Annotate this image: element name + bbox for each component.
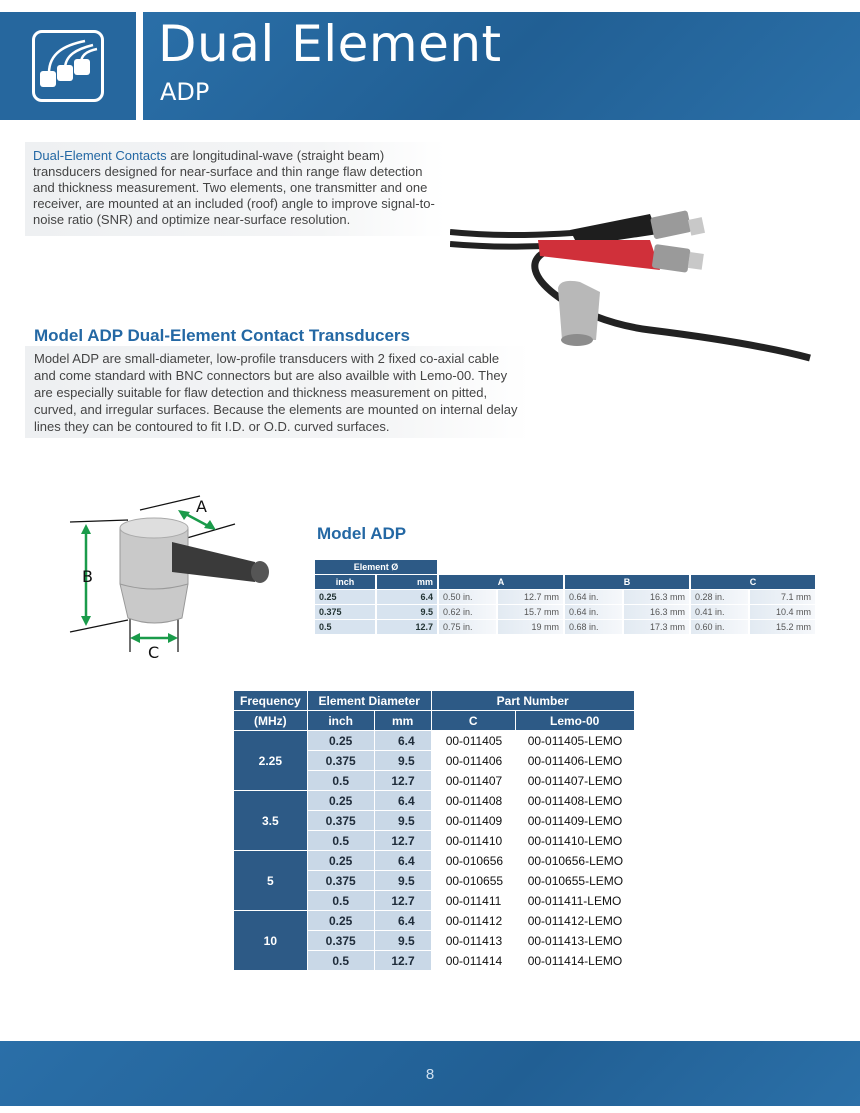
inch-cell: 0.5 — [308, 831, 374, 850]
inch-cell: 0.5 — [308, 951, 374, 970]
inch-cell: 0.375 — [308, 811, 374, 830]
intro-lead: Dual-Element Contacts — [33, 148, 167, 163]
mm-cell: 6.4 — [375, 791, 431, 810]
part-lemo-cell: 00-011412-LEMO — [516, 911, 634, 930]
cell-c-mm: 10.4 mm — [750, 605, 815, 619]
part-number-header: Part Number — [432, 691, 634, 710]
cell-a-in: 0.50 in. — [439, 590, 496, 604]
mm-cell: 12.7 — [375, 951, 431, 970]
part-lemo-cell: 00-011410-LEMO — [516, 831, 634, 850]
inch-cell: 0.25 — [308, 851, 374, 870]
inch-cell: 0.375 — [308, 751, 374, 770]
cell-c-mm: 7.1 mm — [750, 590, 815, 604]
part-lemo-cell: 00-011409-LEMO — [516, 811, 634, 830]
cell-c-in: 0.41 in. — [691, 605, 748, 619]
page-subtitle: ADP — [160, 78, 210, 106]
table-row — [234, 851, 634, 870]
label-a: A — [196, 497, 207, 516]
inch-cell: 0.25 — [308, 911, 374, 930]
cell-b-mm: 16.3 mm — [624, 590, 689, 604]
inch-cell: 0.25 — [308, 791, 374, 810]
mm-header: mm — [375, 711, 431, 730]
dimension-diagram — [60, 490, 310, 665]
table-header-row — [234, 711, 634, 730]
inch-header: inch — [315, 575, 375, 589]
part-c-cell: 00-011412 — [432, 911, 515, 930]
part-c-cell: 00-011407 — [432, 771, 515, 790]
label-b: B — [82, 567, 93, 586]
mm-cell: 12.7 — [375, 831, 431, 850]
cell-a-mm: 12.7 mm — [498, 590, 563, 604]
cell-b-in: 0.64 in. — [565, 605, 622, 619]
frequency-cell: 3.5 — [234, 791, 307, 850]
label-c: C — [148, 643, 160, 662]
table-row — [315, 620, 815, 634]
part-lemo-cell: 00-010656-LEMO — [516, 851, 634, 870]
part-c-cell: 00-011414 — [432, 951, 515, 970]
dual-element-icon — [32, 30, 104, 102]
part-lemo-cell: 00-011414-LEMO — [516, 951, 634, 970]
intro-paragraph — [25, 142, 445, 236]
mm-cell: 6.4 — [375, 911, 431, 930]
intro-text: are longitudinal-wave (straight beam) transducers designed for near-surface and thin range flaw detection and thickness measurement. Two elements, one transmitter and one receiver, are mounted at an included (roof) angle to improve signal-to-noise ratio (SNR) and optimize near-surface resolution. — [33, 148, 435, 227]
frequency-header: Frequency — [234, 691, 307, 710]
cell-b-in: 0.68 in. — [565, 620, 622, 634]
part-lemo-cell: 00-011408-LEMO — [516, 791, 634, 810]
cell-a-in: 0.75 in. — [439, 620, 496, 634]
part-c-cell: 00-010656 — [432, 851, 515, 870]
part-c-cell: 00-011413 — [432, 931, 515, 950]
model-table-title: Model ADP — [317, 524, 407, 543]
part-lemo-cell: 00-011405-LEMO — [516, 731, 634, 750]
mm-cell: 9.5 — [375, 811, 431, 830]
cell-inch: 0.5 — [315, 620, 375, 634]
element-diameter-header: Element Diameter — [308, 691, 431, 710]
table-header-row — [315, 575, 815, 589]
inch-header: inch — [308, 711, 374, 730]
cell-c-in: 0.60 in. — [691, 620, 748, 634]
mm-cell: 9.5 — [375, 871, 431, 890]
lemo-header: Lemo-00 — [516, 711, 634, 730]
col-a-header: A — [439, 575, 563, 589]
part-c-cell: 00-011408 — [432, 791, 515, 810]
part-lemo-cell: 00-010655-LEMO — [516, 871, 634, 890]
part-c-cell: 00-011409 — [432, 811, 515, 830]
cell-inch: 0.25 — [315, 590, 375, 604]
part-c-cell: 00-011406 — [432, 751, 515, 770]
inch-cell: 0.375 — [308, 871, 374, 890]
frequency-cell: 10 — [234, 911, 307, 970]
part-number-table — [233, 690, 635, 971]
c-header: C — [432, 711, 515, 730]
cell-mm: 12.7 — [377, 620, 437, 634]
header-logo-panel — [0, 12, 136, 120]
mm-cell: 12.7 — [375, 771, 431, 790]
part-c-cell: 00-010655 — [432, 871, 515, 890]
model-dimensions-table — [313, 559, 817, 635]
col-b-header: B — [565, 575, 689, 589]
cell-a-mm: 19 mm — [498, 620, 563, 634]
adp-description: Model ADP are small-diameter, low-profile transducers with 2 fixed co-axial cable and come standard with BNC connectors but are also availble with Lemo-00. They are especially suitable for flaw detection and thickness measurement on pitted, curved, and irregular surfaces. Because the elements are mounted on internal delay lines they can be contoured to fit I.D. or O.D. curved surfaces. — [25, 346, 530, 438]
mhz-header: (MHz) — [234, 711, 307, 730]
table-row — [315, 590, 815, 604]
part-lemo-cell: 00-011407-LEMO — [516, 771, 634, 790]
frequency-cell: 5 — [234, 851, 307, 910]
transducer-cable-image — [450, 200, 860, 370]
inch-cell: 0.5 — [308, 771, 374, 790]
cell-c-mm: 15.2 mm — [750, 620, 815, 634]
part-c-cell: 00-011405 — [432, 731, 515, 750]
cell-b-in: 0.64 in. — [565, 590, 622, 604]
cell-a-mm: 15.7 mm — [498, 605, 563, 619]
page-number: 8 — [425, 1066, 435, 1083]
part-lemo-cell: 00-011411-LEMO — [516, 891, 634, 910]
element-header: Element Ø — [315, 560, 437, 574]
adp-section-heading: Model ADP Dual-Element Contact Transducers — [34, 326, 410, 345]
mm-cell: 9.5 — [375, 751, 431, 770]
mm-header: mm — [377, 575, 437, 589]
cell-b-mm: 17.3 mm — [624, 620, 689, 634]
mm-cell: 12.7 — [375, 891, 431, 910]
table-row — [234, 731, 634, 750]
table-row — [234, 791, 634, 810]
part-c-cell: 00-011410 — [432, 831, 515, 850]
table-header-row — [234, 691, 634, 710]
mm-cell: 6.4 — [375, 731, 431, 750]
part-lemo-cell: 00-011413-LEMO — [516, 931, 634, 950]
frequency-cell: 2.25 — [234, 731, 307, 790]
part-lemo-cell: 00-011406-LEMO — [516, 751, 634, 770]
table-row — [234, 911, 634, 930]
cell-mm: 6.4 — [377, 590, 437, 604]
col-c-header: C — [691, 575, 815, 589]
mm-cell: 9.5 — [375, 931, 431, 950]
inch-cell: 0.5 — [308, 891, 374, 910]
table-header-row — [315, 560, 815, 574]
mm-cell: 6.4 — [375, 851, 431, 870]
cell-mm: 9.5 — [377, 605, 437, 619]
page-title: Dual Element — [158, 15, 502, 73]
inch-cell: 0.375 — [308, 931, 374, 950]
part-c-cell: 00-011411 — [432, 891, 515, 910]
cell-inch: 0.375 — [315, 605, 375, 619]
cell-a-in: 0.62 in. — [439, 605, 496, 619]
cell-b-mm: 16.3 mm — [624, 605, 689, 619]
inch-cell: 0.25 — [308, 731, 374, 750]
table-row — [315, 605, 815, 619]
cell-c-in: 0.28 in. — [691, 590, 748, 604]
